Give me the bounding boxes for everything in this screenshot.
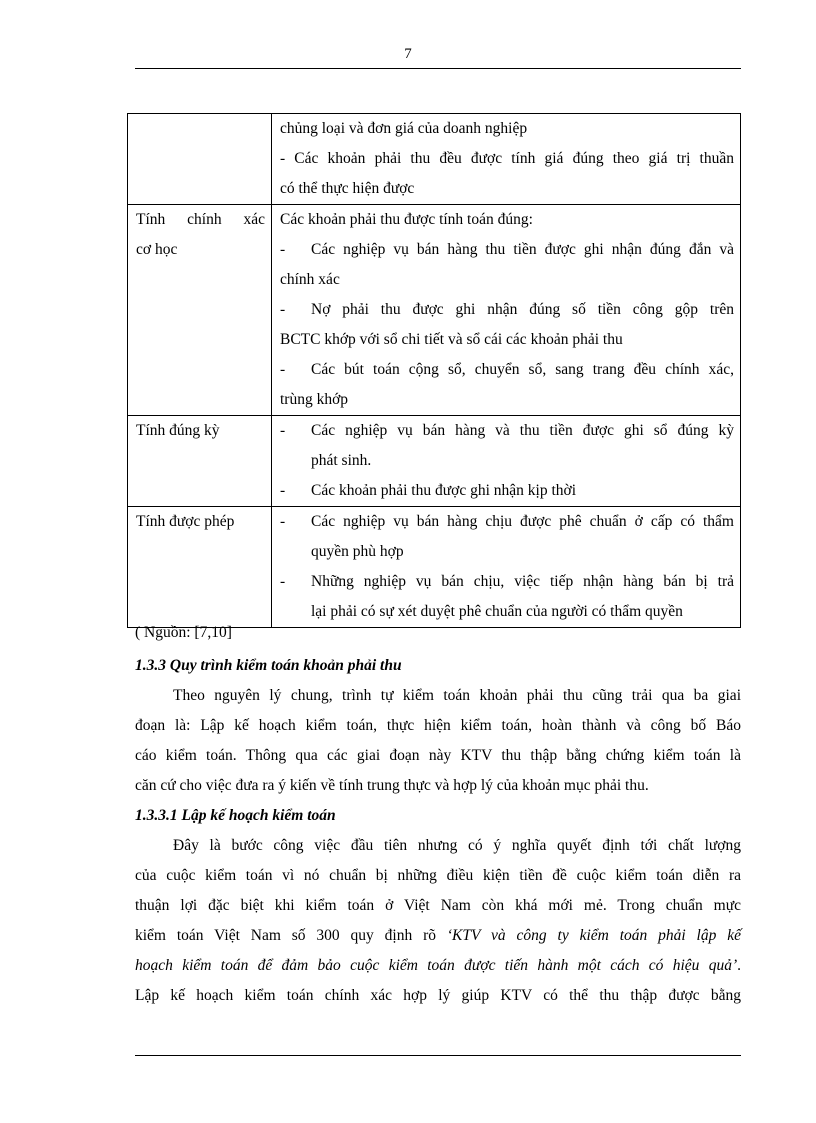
table-line: chính xác [280, 271, 340, 288]
item-text [311, 507, 734, 567]
item-text-line: Các nghiệp vụ bán hàng và thu tiền được ghi sổ đúng kỳ [311, 422, 734, 439]
paragraph-line [135, 921, 741, 951]
paragraph-line: cáo kiểm toán. Thông qua các giai đoạn này KTV thu thập bằng chứng kiểm toán là [135, 747, 741, 764]
table-line: có thể thực hiện được [280, 180, 415, 197]
item-text-line: lại phải có sự xét duyệt phê chuẩn của người có thẩm quyền [311, 603, 683, 620]
list-item [280, 476, 734, 506]
item-text: Các bút toán cộng sổ, chuyển sổ, sang trang đều chính xác, [311, 361, 734, 378]
subsection-heading: 1.3.3.1 Lập kế hoạch kiểm toán [135, 807, 336, 824]
paragraph-line: Theo nguyên lý chung, trình tự kiểm toán khoản phải thu cũng trải qua ba giai [173, 687, 741, 704]
criterion-cell [128, 205, 272, 416]
criterion-label: Tính đúng kỳ [136, 422, 220, 439]
list-item [280, 235, 734, 265]
section-heading: 1.3.3 Quy trình kiểm toán khoản phải thu [135, 657, 402, 674]
item-text-line: Các nghiệp vụ bán hàng chịu được phê chuẩn ở cấp có thẩm [311, 513, 734, 530]
list-item [280, 355, 734, 385]
item-text-line: quyền phù hợp [311, 543, 404, 560]
paragraph-line: của cuộc kiểm toán vì nó chuẩn bị những điều kiện tiền đề cuộc kiểm toán diễn ra [135, 867, 741, 884]
paragraph-line [135, 951, 741, 981]
paragraph-line: căn cứ cho việc đưa ra ý kiến về tính trung thực và hợp lý của khoản mục phải thu. [135, 777, 649, 794]
table-row [128, 114, 741, 205]
paragraph [135, 831, 741, 1011]
dash-bullet: - [280, 241, 286, 258]
text-run: . [737, 957, 741, 974]
description-cell [272, 114, 741, 205]
table-line: BCTC khớp với sổ chi tiết và sổ cái các khoản phải thu [280, 331, 623, 348]
item-text-line: phát sinh. [311, 452, 372, 469]
table-line: - Các khoản phải thu đều được tính giá đúng theo giá trị thuần [280, 150, 734, 167]
dash-bullet: - [280, 573, 286, 590]
table-source-note: ( Nguồn: [7,10] [135, 624, 232, 641]
body-text [135, 651, 741, 1011]
item-text: Nợ phải thu được ghi nhận đúng số tiền công gộp trên [311, 301, 734, 318]
table-line: trùng khớp [280, 391, 349, 408]
paragraph-line: Đây là bước công việc đầu tiên nhưng có ý nghĩa quyết định tới chất lượng [173, 837, 741, 854]
description-cell [272, 205, 741, 416]
paragraph-line: đoạn là: Lập kế hoạch kiểm toán, thực hiện kiểm toán, hoàn thành và công bố Báo [135, 717, 741, 734]
criterion-cell [128, 416, 272, 507]
quoted-standard: ‘KTV và công ty kiểm toán phải lập kế [446, 927, 741, 944]
description-cell [272, 416, 741, 507]
table-row [128, 507, 741, 628]
page-number: 7 [404, 46, 412, 62]
paragraph-line: thuận lợi đặc biệt khi kiểm toán ở Việt Nam còn khá mới mẻ. Trong chuẩn mực [135, 897, 741, 914]
dash-bullet: - [280, 361, 286, 378]
table-line: chủng loại và đơn giá của doanh nghiệp [280, 120, 528, 137]
dash-bullet: - [280, 301, 286, 318]
item-text: Các nghiệp vụ bán hàng thu tiền được ghi nhận đúng đắn và [311, 241, 734, 258]
criterion-label: Tính được phép [136, 513, 235, 530]
paragraph-line: Lập kế hoạch kiểm toán chính xác hợp lý giúp KTV có thể thu thập được bằng [135, 987, 741, 1004]
list-item [280, 507, 734, 567]
footer-rule [135, 1055, 741, 1056]
item-text [311, 416, 734, 476]
item-text: Các khoản phải thu được ghi nhận kịp thời [311, 482, 576, 499]
item-text-line: Những nghiệp vụ bán chịu, việc tiếp nhận hàng bán bị trả [311, 573, 734, 590]
paragraph [135, 681, 741, 801]
criterion-label: Tính chính xác [136, 211, 265, 228]
quoted-standard: hoạch kiểm toán để đảm bảo cuộc kiểm toán được tiến hành một cách có hiệu quả’ [135, 957, 738, 974]
table-row [128, 205, 741, 416]
dash-bullet: - [280, 513, 286, 530]
dash-bullet: - [280, 482, 286, 499]
text-run: kiểm toán Việt Nam số 300 quy định rõ [135, 927, 447, 944]
table-row [128, 416, 741, 507]
audit-criteria-table [127, 113, 741, 628]
criterion-cell [128, 507, 272, 628]
criterion-label: cơ học [136, 241, 178, 258]
dash-bullet: - [280, 422, 286, 439]
list-item [280, 416, 734, 476]
header-rule [135, 68, 741, 69]
criterion-cell [128, 114, 272, 205]
description-cell [272, 507, 741, 628]
item-text [311, 567, 734, 627]
table-line: Các khoản phải thu được tính toán đúng: [280, 211, 533, 228]
list-item [280, 567, 734, 627]
list-item [280, 295, 734, 325]
